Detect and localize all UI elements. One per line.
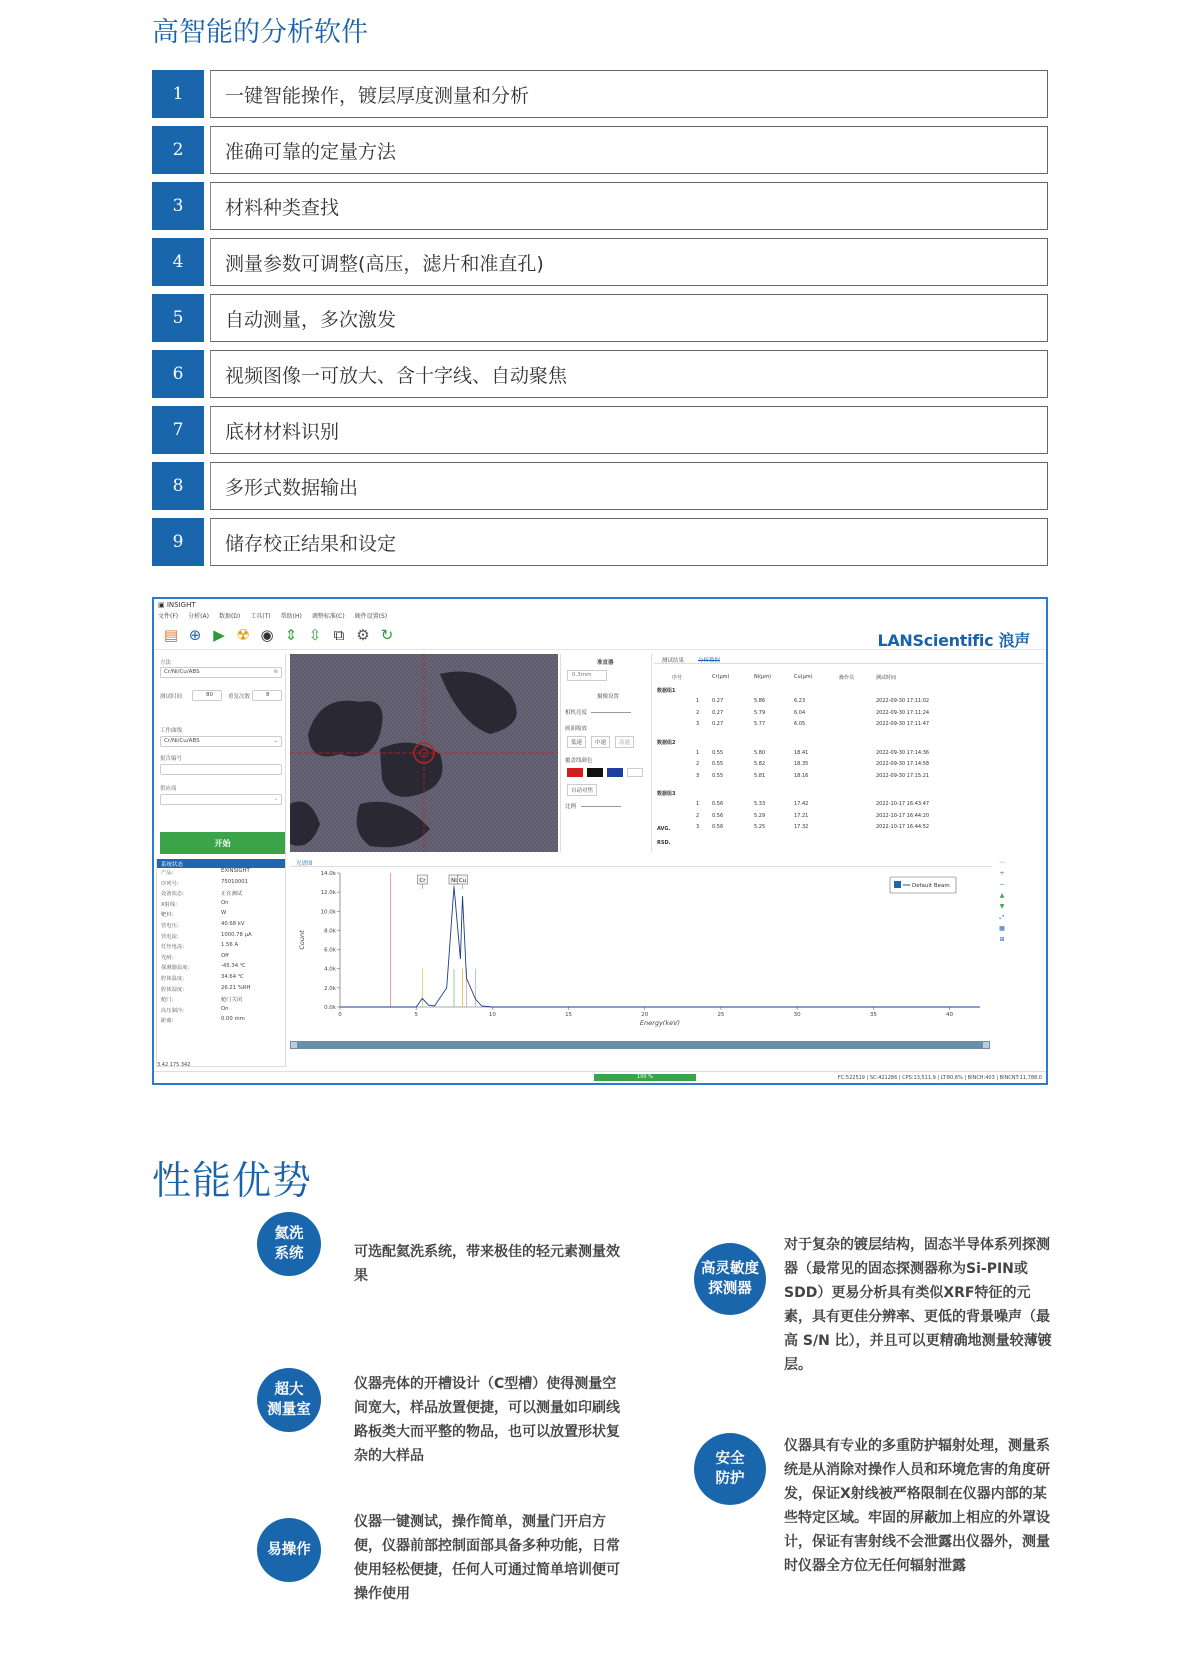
radiation-icon[interactable]: ☢ xyxy=(236,626,250,644)
table-cell: 2022-09-30 17:14:36 xyxy=(876,749,930,756)
zoom-out-icon[interactable]: − xyxy=(999,881,1005,888)
status-value: On xyxy=(221,899,229,906)
table-cell: 17.32 xyxy=(794,824,809,830)
avg-label: AVG. xyxy=(657,826,671,832)
feature-number: 5 xyxy=(152,294,204,342)
y-tick-label: 6.0k xyxy=(324,947,336,954)
peak-label: Cu xyxy=(458,878,467,884)
feature-number: 9 xyxy=(152,518,204,566)
zoom-high-button[interactable]: 高速 xyxy=(615,736,634,748)
results-tabs xyxy=(654,654,1044,664)
table-cell: 5.25 xyxy=(754,824,766,830)
spectrum-panel xyxy=(290,857,992,1053)
feature-number: 8 xyxy=(152,462,204,510)
table-cell: 1 xyxy=(696,698,700,704)
adv-text-chamber: 仪器壳体的开槽设计（C型槽）使得测量空间宽大，样品放置便捷，可以测量如印刷线路板类大而平整的物品，也可以放置形状复杂的大样品 xyxy=(354,1376,620,1464)
legend-checkbox xyxy=(894,881,901,888)
status-value: 40.68 kV xyxy=(221,920,245,927)
spectrum-chart[interactable] xyxy=(290,867,990,1037)
adv-text-detector: 对于复杂的镀层结构，固态半导体系列探测器（最常见的固态探测器称为Si-PIN或SDD）更易分析具有类似XRF特征的元素，具有更佳分辨率、更低的背景噪声（最高 S/N 比），并且可以更精确地测量较薄镀层。 xyxy=(784,1237,1052,1373)
legend-label: Default Beam xyxy=(912,883,950,889)
color-swatch-red[interactable] xyxy=(567,768,583,777)
table-cell: 6.05 xyxy=(794,721,806,727)
table-cell: 6.23 xyxy=(794,698,806,704)
table-cell: 2022-09-30 17:11:02 xyxy=(876,698,930,704)
system-status-row xyxy=(157,942,285,953)
method-label: 方法 xyxy=(160,660,172,666)
feature-text: 自动测量，多次激发 xyxy=(210,294,1048,342)
fit-icon[interactable]: ⤢ xyxy=(999,914,1005,921)
status-key: 产品: xyxy=(161,870,174,876)
status-key: 管电流: xyxy=(161,933,179,940)
table-cell: 18.41 xyxy=(794,749,809,756)
table-cell: 17.21 xyxy=(794,812,809,819)
cross-color-label: 覆盖线颜色 xyxy=(565,758,593,764)
status-key: 高压制冷: xyxy=(161,1007,184,1014)
table-header: 测试时间 xyxy=(876,675,897,681)
feature-row xyxy=(152,70,1048,118)
data-group-label: 数据组1 xyxy=(657,688,676,694)
peak-label: Ni xyxy=(451,878,457,884)
table-cell: 1 xyxy=(696,749,700,756)
crosshair-icon[interactable]: ⊕ xyxy=(188,626,202,644)
menu-item[interactable]: 帮助(H) xyxy=(280,613,302,620)
brand-logo: LANScientific 浪声 xyxy=(877,631,1030,650)
y-tick-label: 14.0k xyxy=(320,871,336,877)
working-curve-select[interactable]: Cr/Ni/Cu/ABS ⌄ xyxy=(160,736,282,747)
menu-item[interactable]: 分析(A) xyxy=(188,613,209,620)
x-tick-label: 35 xyxy=(869,1012,877,1018)
table-cell: 0.55 xyxy=(712,761,724,767)
adv-text-helium: 可选配氦洗系统，带来极佳的轻元素测量效果 xyxy=(354,1244,620,1284)
table-header: 操作员 xyxy=(839,675,855,681)
table-cell: 0.55 xyxy=(712,749,724,756)
start-button[interactable]: 开始 xyxy=(160,832,285,854)
table-cell: 5.81 xyxy=(754,772,766,779)
feature-number: 2 xyxy=(152,126,204,174)
table-cell: 5.80 xyxy=(754,749,766,756)
tab-spectrum[interactable]: 光谱图 xyxy=(290,857,992,867)
save-icon[interactable]: ▦ xyxy=(999,925,1005,932)
brightness-slider[interactable] xyxy=(591,712,631,713)
spectrum-tools-strip xyxy=(994,857,1010,1053)
table-cell: 3 xyxy=(696,824,700,830)
y-tick-label: 2.0k xyxy=(324,985,336,992)
system-status-header: 系统状态 xyxy=(157,859,285,868)
table-cell: 5.29 xyxy=(754,812,766,819)
data-group-label: 数据组3 xyxy=(657,791,676,797)
color-swatch-white[interactable] xyxy=(627,768,643,777)
status-value: -45.34 ℃ xyxy=(221,963,246,970)
feature-text: 一键智能操作，镀层厚度测量和分析 xyxy=(210,70,1048,118)
system-status-row xyxy=(157,974,285,985)
status-value: 34.64 ℃ xyxy=(221,973,244,980)
auto-focus-button[interactable]: 自动对焦 xyxy=(567,784,597,796)
camera-settings-panel xyxy=(560,654,652,852)
table-cell: 2 xyxy=(696,812,700,819)
feature-text: 底材材料识别 xyxy=(210,406,1048,454)
y-axis-label: Count xyxy=(298,930,306,950)
status-key: 序列号: xyxy=(161,880,179,887)
x-tick-label: 30 xyxy=(793,1012,801,1018)
tab-results[interactable]: 测试结果 xyxy=(662,658,685,664)
status-key: 探测器温度: xyxy=(161,965,190,972)
x-tick-label: 20 xyxy=(641,1012,649,1018)
method-select[interactable]: Cr/Ni/Cu/ABS ⊗ xyxy=(160,667,282,678)
x-tick-label: 10 xyxy=(488,1012,496,1018)
adv-text-easy: 仪器一键测试，操作简单，测量门开启方便，仪器前部控制面部具备多种功能，日常使用轻松便捷，任何人可通过简单培训便可操作使用 xyxy=(354,1514,620,1602)
y-tick-label: 12.0k xyxy=(320,890,336,897)
rsd-label: RSD. xyxy=(657,840,671,846)
feature-text: 储存校正结果和设定 xyxy=(210,518,1048,566)
menu-item[interactable]: 文件(F) xyxy=(158,613,179,620)
feature-number: 3 xyxy=(152,182,204,230)
refresh-icon[interactable]: ↻ xyxy=(380,626,394,644)
status-value: 舱门关闭 xyxy=(221,997,243,1004)
repeat-input[interactable]: 8 xyxy=(252,690,282,701)
software-screenshot xyxy=(152,597,1048,1085)
table-cell: 2 xyxy=(696,761,700,767)
table-cell: 18.35 xyxy=(794,761,809,767)
status-key: 腔体温度: xyxy=(161,975,184,982)
system-status-row xyxy=(157,1016,285,1027)
table-header: Cr(μm) xyxy=(712,674,730,680)
table-cell: 0.56 xyxy=(712,824,724,830)
report-input[interactable] xyxy=(160,764,282,775)
table-cell: 5.77 xyxy=(754,721,766,727)
left-panel xyxy=(156,654,286,857)
feature-row xyxy=(152,406,1048,454)
time-label: 测试时间 xyxy=(160,694,183,700)
section-title-software: 高智能的分析软件 xyxy=(152,17,368,48)
coordinate-readout: 3.42 175 342 xyxy=(157,1062,191,1068)
menu-bar xyxy=(154,611,1046,622)
system-status-row xyxy=(157,932,285,943)
table-cell: 0.27 xyxy=(712,721,724,727)
table-cell: 0.56 xyxy=(712,812,724,819)
y-tick-label: 10.0k xyxy=(320,909,336,916)
status-value: 26.21 %RH xyxy=(221,984,251,991)
move-up-down-icon-2[interactable]: ⇳ xyxy=(308,626,322,644)
system-status-row xyxy=(157,868,285,879)
progress-bar: 100 % xyxy=(594,1074,696,1081)
down-icon[interactable]: ▼ xyxy=(999,903,1005,910)
window-title: ▣ INSIGHT xyxy=(158,601,196,609)
table-cell: 5.82 xyxy=(754,761,766,767)
feature-text: 材料种类查找 xyxy=(210,182,1048,230)
color-swatch-black[interactable] xyxy=(587,768,603,777)
table-cell: 2022-10-17 16:44:52 xyxy=(876,824,930,830)
menu-item[interactable]: 数据(D) xyxy=(218,613,241,620)
status-value: 0.00 mm xyxy=(221,1016,245,1023)
table-header: Cu(μm) xyxy=(794,674,813,680)
system-status-row xyxy=(157,910,285,921)
system-status-row xyxy=(157,1006,285,1017)
spectrum-scrollbar[interactable] xyxy=(290,1041,990,1049)
results-panel xyxy=(654,654,1044,852)
status-value: EXINSIGHT xyxy=(221,868,250,874)
x-tick-label: 15 xyxy=(565,1012,573,1018)
system-status-row xyxy=(157,953,285,964)
settings-icon[interactable]: ⚙ xyxy=(356,626,370,644)
feature-text: 多形式数据输出 xyxy=(210,462,1048,510)
section-title-advantages: 性能优势 xyxy=(152,1159,313,1204)
table-cell: 2022-10-17 16:43:47 xyxy=(876,801,930,807)
table-cell: 5.86 xyxy=(754,698,766,704)
menu-item[interactable]: 硬件设置(S) xyxy=(354,613,388,620)
feature-number: 1 xyxy=(152,70,204,118)
x-tick-label: 25 xyxy=(717,1012,725,1018)
system-status-row xyxy=(157,900,285,911)
status-value: On xyxy=(221,1005,229,1012)
system-status-panel xyxy=(156,859,286,1067)
y-tick-label: 8.0k xyxy=(324,928,336,935)
brightness-label: 相机亮度 xyxy=(565,710,588,716)
table-cell: 0.27 xyxy=(712,709,724,716)
feature-number: 6 xyxy=(152,350,204,398)
adv-text-safety: 仪器具有专业的多重防护辐射处理，测量系统是从消除对操作人员和环境危害的角度研发，保证X射线被严格限制在仪器内部的某些特定区域。牢固的屏蔽加上相应的外罩设计，保证有害射线不会泄露出仪器外，测量时仪器全方位无任何辐射泄露 xyxy=(784,1438,1050,1574)
feature-list xyxy=(152,70,1048,574)
table-cell: 1 xyxy=(696,801,700,807)
camera-settings-label: 摄像设置 xyxy=(597,694,620,700)
adv-badge-easy: 易操作 xyxy=(257,1518,321,1582)
y-tick-label: 4.0k xyxy=(324,966,336,973)
feature-row xyxy=(152,350,1048,398)
table-header: Ni(μm) xyxy=(754,674,772,680)
status-key: X射线: xyxy=(161,901,178,908)
table-cell: 6.04 xyxy=(794,709,806,716)
x-tick-label: 0 xyxy=(338,1012,342,1018)
feature-row xyxy=(152,126,1048,174)
y-tick-label: 0.0k xyxy=(324,1005,336,1011)
status-value: W xyxy=(221,910,227,917)
table-cell: 2022-09-30 17:11:24 xyxy=(876,709,930,716)
camera-view[interactable] xyxy=(290,654,558,852)
x-tick-label: 5 xyxy=(414,1012,418,1018)
data-group-label: 数据组2 xyxy=(657,739,676,746)
feature-text: 视频图像一可放大、含十字线、自动聚焦 xyxy=(210,350,1048,398)
system-status-row xyxy=(157,921,285,932)
status-bar xyxy=(154,1071,1046,1083)
status-key: 距离: xyxy=(161,1018,174,1025)
window-icon[interactable]: ⧉ xyxy=(333,626,345,644)
status-value: 1000.78 μA xyxy=(221,931,252,938)
up-icon[interactable]: ▲ xyxy=(999,892,1005,899)
table-cell: 2 xyxy=(696,709,700,716)
table-cell: 2022-09-30 17:11:47 xyxy=(876,721,930,727)
supplier-label: 供应商 xyxy=(160,786,177,792)
status-key: 灯丝电流: xyxy=(161,944,184,951)
shutter-icon[interactable]: ◉ xyxy=(260,626,274,644)
status-value: Off xyxy=(221,952,229,959)
tab-analysis-data[interactable]: 分析数据 xyxy=(698,658,721,664)
collimator-select[interactable]: 0.3mm xyxy=(567,670,607,681)
feature-row xyxy=(152,182,1048,230)
zoom-low-button[interactable]: 低速 xyxy=(567,736,586,748)
report-icon[interactable]: ▤ xyxy=(163,626,179,644)
series-default-beam xyxy=(340,886,980,1007)
table-cell: 5.33 xyxy=(754,801,766,807)
status-value: 1.56 A xyxy=(221,942,239,949)
adv-badge-safety: 安全 防护 xyxy=(694,1433,766,1505)
peak-label: Cr xyxy=(419,878,426,884)
system-status-row xyxy=(157,985,285,996)
status-key: 腔体湿度: xyxy=(161,986,184,993)
feature-text: 准确可靠的定量方法 xyxy=(210,126,1048,174)
x-tick-label: 40 xyxy=(946,1012,954,1018)
working-curve-label: 工作曲线 xyxy=(160,728,183,734)
table-cell: 2022-09-30 17:14:58 xyxy=(876,761,930,767)
table-cell: 0.55 xyxy=(712,772,724,779)
dots-icon[interactable]: ⋯ xyxy=(999,859,1005,866)
status-key: 光闸: xyxy=(161,954,174,961)
menu-item[interactable]: 调整标准(C) xyxy=(311,613,345,620)
time-input[interactable]: 80 xyxy=(192,690,222,701)
system-status-row xyxy=(157,889,285,900)
feature-number: 4 xyxy=(152,238,204,286)
table-cell: 0.56 xyxy=(712,801,724,807)
table-cell: 5.79 xyxy=(754,709,766,716)
table-cell: 3 xyxy=(696,772,700,779)
status-key: 设备状态: xyxy=(161,891,184,898)
status-text: FC:522519 | SC:421286 | CPS:13,511.9 | LT:80.6% | BINCH:403 | BINCNT:11,788.0 xyxy=(837,1075,1042,1081)
report-label: 报告编号 xyxy=(160,756,183,762)
table-cell: 18.16 xyxy=(794,772,809,779)
ratio-slider[interactable] xyxy=(581,806,621,807)
table-cell: 3 xyxy=(696,721,700,727)
status-value: 正在测试 xyxy=(221,891,243,898)
system-status-row xyxy=(157,963,285,974)
status-value: 75010001 xyxy=(221,878,248,885)
move-up-down-icon[interactable]: ⇕ xyxy=(284,626,298,644)
supplier-select[interactable]: ⌄ xyxy=(160,794,282,805)
status-key: 管电压: xyxy=(161,922,179,929)
table-header: 序号 xyxy=(672,675,683,681)
adv-badge-helium: 氦洗 系统 xyxy=(257,1212,321,1276)
system-status-row xyxy=(157,879,285,890)
table-cell: 2022-10-17 16:44:20 xyxy=(876,812,930,819)
system-status-row xyxy=(157,995,285,1006)
table-cell: 17.42 xyxy=(794,801,809,807)
feature-row xyxy=(152,462,1048,510)
repeat-label: 重复次数 xyxy=(228,694,251,700)
zoom-mid-button[interactable]: 中速 xyxy=(591,736,610,748)
feature-row xyxy=(152,238,1048,286)
menu-item[interactable]: 工具(T) xyxy=(250,613,271,620)
feature-row xyxy=(152,294,1048,342)
table-cell: 0.27 xyxy=(712,698,724,704)
feature-text: 测量参数可调整(高压，滤片和准直孔) xyxy=(210,238,1048,286)
zoom-label: 画面缩放 xyxy=(565,726,588,732)
ratio-label: 比例 xyxy=(565,804,577,810)
status-key: 靶材: xyxy=(161,912,174,919)
adv-badge-chamber: 超大 测量室 xyxy=(257,1368,321,1432)
color-swatch-blue[interactable] xyxy=(607,768,623,777)
zoom-in-icon[interactable]: + xyxy=(999,870,1005,877)
expand-icon[interactable]: ⊞ xyxy=(999,936,1005,943)
play-icon[interactable]: ▶ xyxy=(213,626,225,644)
feature-number: 7 xyxy=(152,406,204,454)
collimator-title: 准直器 xyxy=(597,660,614,666)
status-key: 舱门: xyxy=(161,997,174,1004)
adv-badge-detector: 高灵敏度 探测器 xyxy=(694,1243,766,1315)
table-cell: 2022-09-30 17:15:21 xyxy=(876,772,930,779)
x-axis-label: Energy(keV) xyxy=(639,1019,681,1027)
feature-row xyxy=(152,518,1048,566)
